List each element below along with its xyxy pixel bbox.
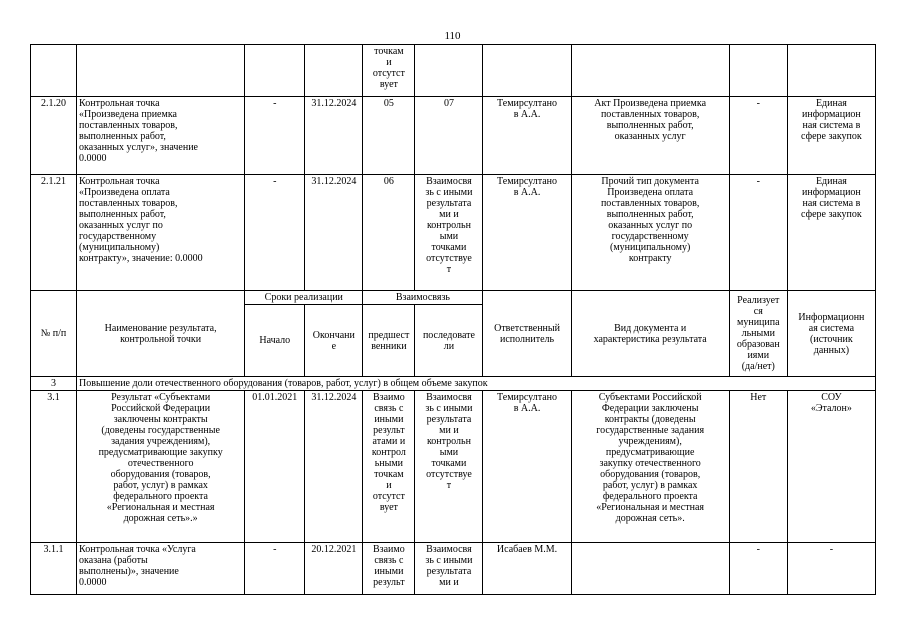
cell-doc: Субъектами Российской Федерации заключены контракты (доведены государственные задания учреждениям), предусматривающие закупку отечественного оборудования (товаров, работ, услуг) в рамках федерального проекта «Региональная и местная дорожная сеть». — [571, 391, 729, 543]
cell-doc: Акт Произведена приемка поставленных товаров, выполненных работ, оказанных услуг — [571, 97, 729, 175]
cell-name — [77, 45, 245, 97]
cell-municipal: - — [729, 175, 787, 291]
cell-end — [305, 45, 363, 97]
header-name: Наименование результата, контрольной точки — [77, 291, 245, 377]
cell-info: Единая информацион ная система в сфере закупок — [787, 175, 875, 291]
cell-municipal: - — [729, 97, 787, 175]
cell-next — [415, 45, 483, 97]
header-municipal: Реализует ся муниципа льными образован иями (да/нет) — [729, 291, 787, 377]
table-row — [31, 45, 876, 97]
cell-responsible: Исабаев М.М. — [483, 543, 571, 595]
cell-start: - — [245, 543, 305, 595]
header-start: Начало — [245, 305, 305, 377]
section-row — [31, 377, 876, 391]
cell-start — [245, 45, 305, 97]
cell-start: - — [245, 175, 305, 291]
cell-info: - — [787, 543, 875, 595]
table-row — [31, 543, 876, 595]
cell-municipal: Нет — [729, 391, 787, 543]
header-doc: Вид документа и характеристика результата — [571, 291, 729, 377]
cell-name: Результат «Субъектами Российской Федерации заключены контракты (доведены государственные задания учреждениям), предусматривающие закупку отечественного оборудования (товаров, работ, услуг) в рамках федерального проекта «Региональная и местная дорожная сеть».» — [77, 391, 245, 543]
cell-doc: Прочий тип документа Произведена оплата поставленных товаров, выполненных работ, оказанных услуг по государственному (муниципальному) контракту — [571, 175, 729, 291]
cell-next: 07 — [415, 97, 483, 175]
table-header-row — [31, 291, 876, 305]
cell-num: 3.1.1 — [31, 543, 77, 595]
cell-info: Единая информацион ная система в сфере закупок — [787, 97, 875, 175]
cell-next: Взаимосвя зь с иными результата ми и контрольн ыми точками отсутствуе т — [415, 175, 483, 291]
cell-info — [787, 45, 875, 97]
cell-prev: 06 — [363, 175, 415, 291]
cell-num: 3.1 — [31, 391, 77, 543]
cell-prev: точкам и отсутст вует — [363, 45, 415, 97]
cell-name: Контрольная точка «Услуга оказана (работы выполнены)», значение 0.0000 — [77, 543, 245, 595]
header-end: Окончани е — [305, 305, 363, 377]
cell-prev: Взаимо связь с иными результ — [363, 543, 415, 595]
table-row — [31, 175, 876, 291]
cell-responsible — [483, 45, 571, 97]
cell-info: СОУ «Эталон» — [787, 391, 875, 543]
cell-responsible: Темирсултано в А.А. — [483, 391, 571, 543]
cell-name: Контрольная точка «Произведена приемка поставленных товаров, выполненных работ, оказанных услуг», значение 0.0000 — [77, 97, 245, 175]
cell-doc — [571, 45, 729, 97]
cell-end: 31.12.2024 — [305, 175, 363, 291]
header-terms-group: Сроки реализации — [245, 291, 363, 305]
header-link-group: Взаимосвязь — [363, 291, 483, 305]
cell-doc — [571, 543, 729, 595]
cell-num: 2.1.21 — [31, 175, 77, 291]
cell-start: 01.01.2021 — [245, 391, 305, 543]
table-row — [31, 97, 876, 175]
table-row — [31, 391, 876, 543]
page-number: 110 — [444, 30, 461, 42]
section-num: 3 — [31, 377, 77, 391]
cell-name: Контрольная точка «Произведена оплата поставленных товаров, выполненных работ, оказанных услуг по государственному (муниципальному) контракту», значение: 0.0000 — [77, 175, 245, 291]
header-info: Информационн ая система (источник данных) — [787, 291, 875, 377]
results-table — [30, 44, 876, 595]
cell-end: 20.12.2021 — [305, 543, 363, 595]
cell-responsible: Темирсултано в А.А. — [483, 175, 571, 291]
cell-prev: Взаимо связь с иными результ атами и контрол ьными точкам и отсутст вует — [363, 391, 415, 543]
section-title: Повышение доли отечественного оборудования (товаров, работ, услуг) в общем объеме закупок — [77, 377, 876, 391]
cell-num: 2.1.20 — [31, 97, 77, 175]
cell-municipal: - — [729, 543, 787, 595]
cell-end: 31.12.2024 — [305, 391, 363, 543]
cell-responsible: Темирсултано в А.А. — [483, 97, 571, 175]
cell-prev: 05 — [363, 97, 415, 175]
header-responsible: Ответственный исполнитель — [483, 291, 571, 377]
header-next: последовате ли — [415, 305, 483, 377]
header-num: № п/п — [31, 291, 77, 377]
cell-start: - — [245, 97, 305, 175]
cell-end: 31.12.2024 — [305, 97, 363, 175]
header-prev: предшест венники — [363, 305, 415, 377]
cell-next: Взаимосвя зь с иными результата ми и контрольн ыми точками отсутствуе т — [415, 391, 483, 543]
cell-next: Взаимосвя зь с иными результата ми и — [415, 543, 483, 595]
cell-num — [31, 45, 77, 97]
cell-municipal — [729, 45, 787, 97]
